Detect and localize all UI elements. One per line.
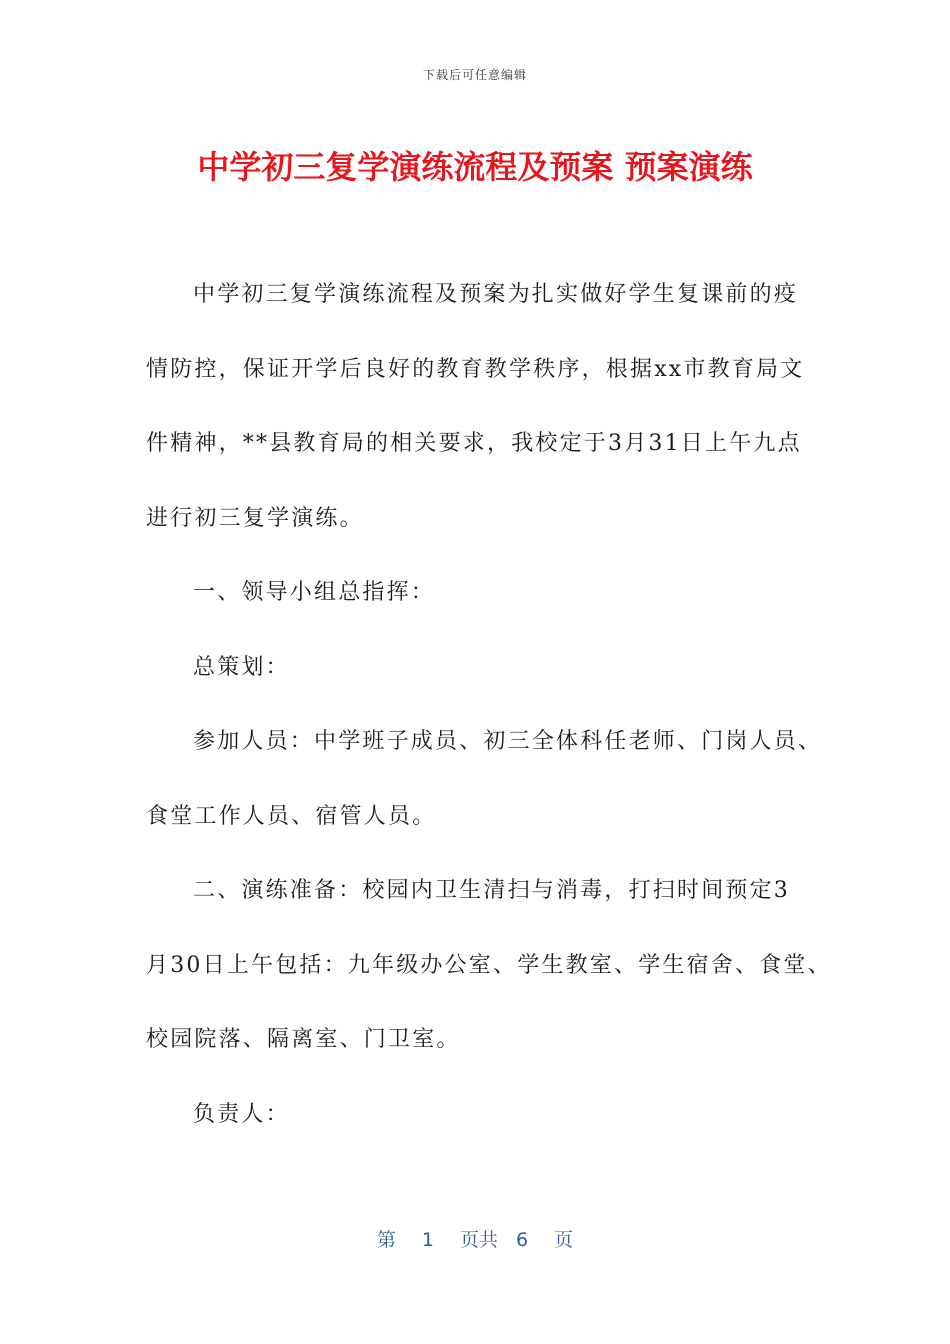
section-heading-preparation: 二、演练准备：校园内卫生清扫与消毒，打扫时间预定3 — [193, 878, 790, 903]
page-mid: 页共 — [459, 1229, 498, 1251]
page-prefix: 第 — [376, 1229, 396, 1251]
total-pages-number: 6 — [516, 1229, 529, 1251]
document-body — [146, 270, 832, 1164]
current-page-number: 1 — [421, 1229, 434, 1251]
page-number-footer — [0, 1225, 950, 1252]
header-note: 下载后可任意编辑 — [422, 68, 527, 82]
paragraph-line: 月30日上午包括：九年级办公室、学生教室、学生宿舍、食堂、 — [146, 952, 832, 978]
paragraph-line: 件精神，**县教育局的相关要求，我校定于3月31日上午九点 — [146, 431, 802, 456]
paragraph-line: 进行初三复学演练。 — [146, 505, 364, 531]
paragraph-line: 参加人员：中学班子成员、初三全体科任老师、门岗人员、 — [193, 729, 823, 754]
section-heading-leadership: 一、领导小组总指挥： — [193, 580, 436, 605]
document-title: 中学初三复学演练流程及预案 预案演练 — [197, 148, 753, 186]
paragraph-line: 校园院落、隔离室、门卫室。 — [146, 1027, 461, 1052]
page-suffix: 页 — [554, 1229, 574, 1251]
paragraph-line: 中学初三复学演练流程及预案为扎实做好学生复课前的疫 — [193, 282, 799, 307]
paragraph-line: 总策划： — [193, 654, 290, 680]
paragraph-line: 负责人： — [193, 1101, 290, 1127]
paragraph-line: 情防控，保证开学后良好的教育教学秩序，根据xx市教育局文 — [146, 356, 805, 382]
paragraph-line: 食堂工作人员、宿管人员。 — [146, 803, 437, 829]
